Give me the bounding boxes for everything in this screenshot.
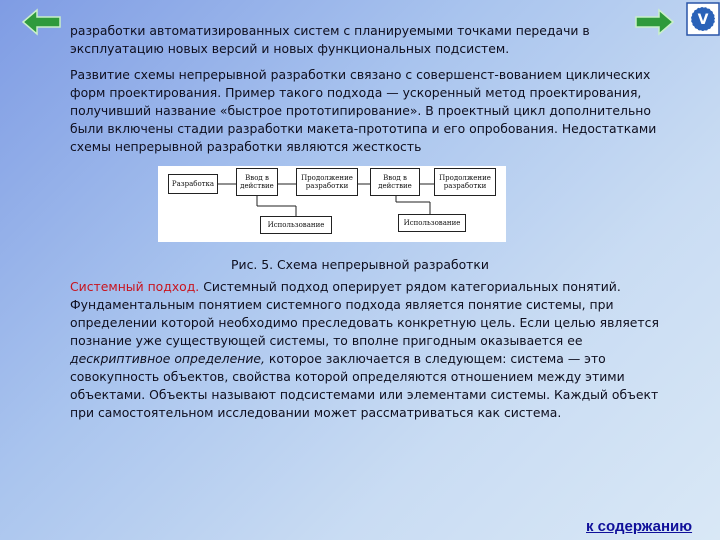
system-approach-text-1: Системный подход оперирует рядом категориальных понятий. Фундаментальным понятием системного подхода является понятие системы, при определении которой необходимо преследовать конкретную цель. Если целью является познание уже существующей системы, то вполне пригодным оказывается ее <box>70 279 659 348</box>
box-deploy-1: Ввод в действие <box>236 168 278 196</box>
table-of-contents-link[interactable]: к содержанию <box>586 518 693 535</box>
descriptive-definition-term: дескриптивное определение, <box>70 351 265 366</box>
box-development: Разработка <box>168 174 218 194</box>
system-approach-paragraph <box>70 278 682 422</box>
intro-paragraph: разработки автоматизированных систем с планируемыми точками передачи в эксплуатацию новых версий и новых функциональных подсистем. <box>70 23 590 56</box>
university-logo <box>686 2 720 36</box>
figure-caption: Рис. 5. Схема непрерывной разработки <box>231 257 489 272</box>
arrow-left-icon[interactable] <box>22 8 62 36</box>
continuous-development-text: Развитие схемы непрерывной разработки связано с совершенст-вованием циклических форм проектирования. Пример такого подхода — ускоренный метод проектирования, получивший название «быстрое прототипирование». В проектный цикл дополнительно были включены стадии разработки макета-прототипа и его опробования. Недостатками схемы непрерывной разработки являются жесткость <box>70 67 657 154</box>
continuous-development-paragraph <box>70 66 682 156</box>
system-approach-term: Системный подход. <box>70 279 200 294</box>
system-approach-text-2: которое заключается в следующем: система — это совокупность объектов, свойства которой определяются отношением между этими объектами. Объекты называют подсистемами или элементами системы. Каждый объект при самостоятельном исследовании может рассматриваться как система. <box>70 351 659 420</box>
box-usage-2: Использование <box>398 214 466 232</box>
logo-letter: V <box>697 12 709 28</box>
continuous-development-diagram <box>158 166 506 242</box>
box-usage-1: Использование <box>260 216 332 234</box>
box-deploy-2: Ввод в действие <box>370 168 420 196</box>
box-continue-development-2: Продолжение разработки <box>434 168 496 196</box>
box-continue-development-1: Продолжение разработки <box>296 168 358 196</box>
